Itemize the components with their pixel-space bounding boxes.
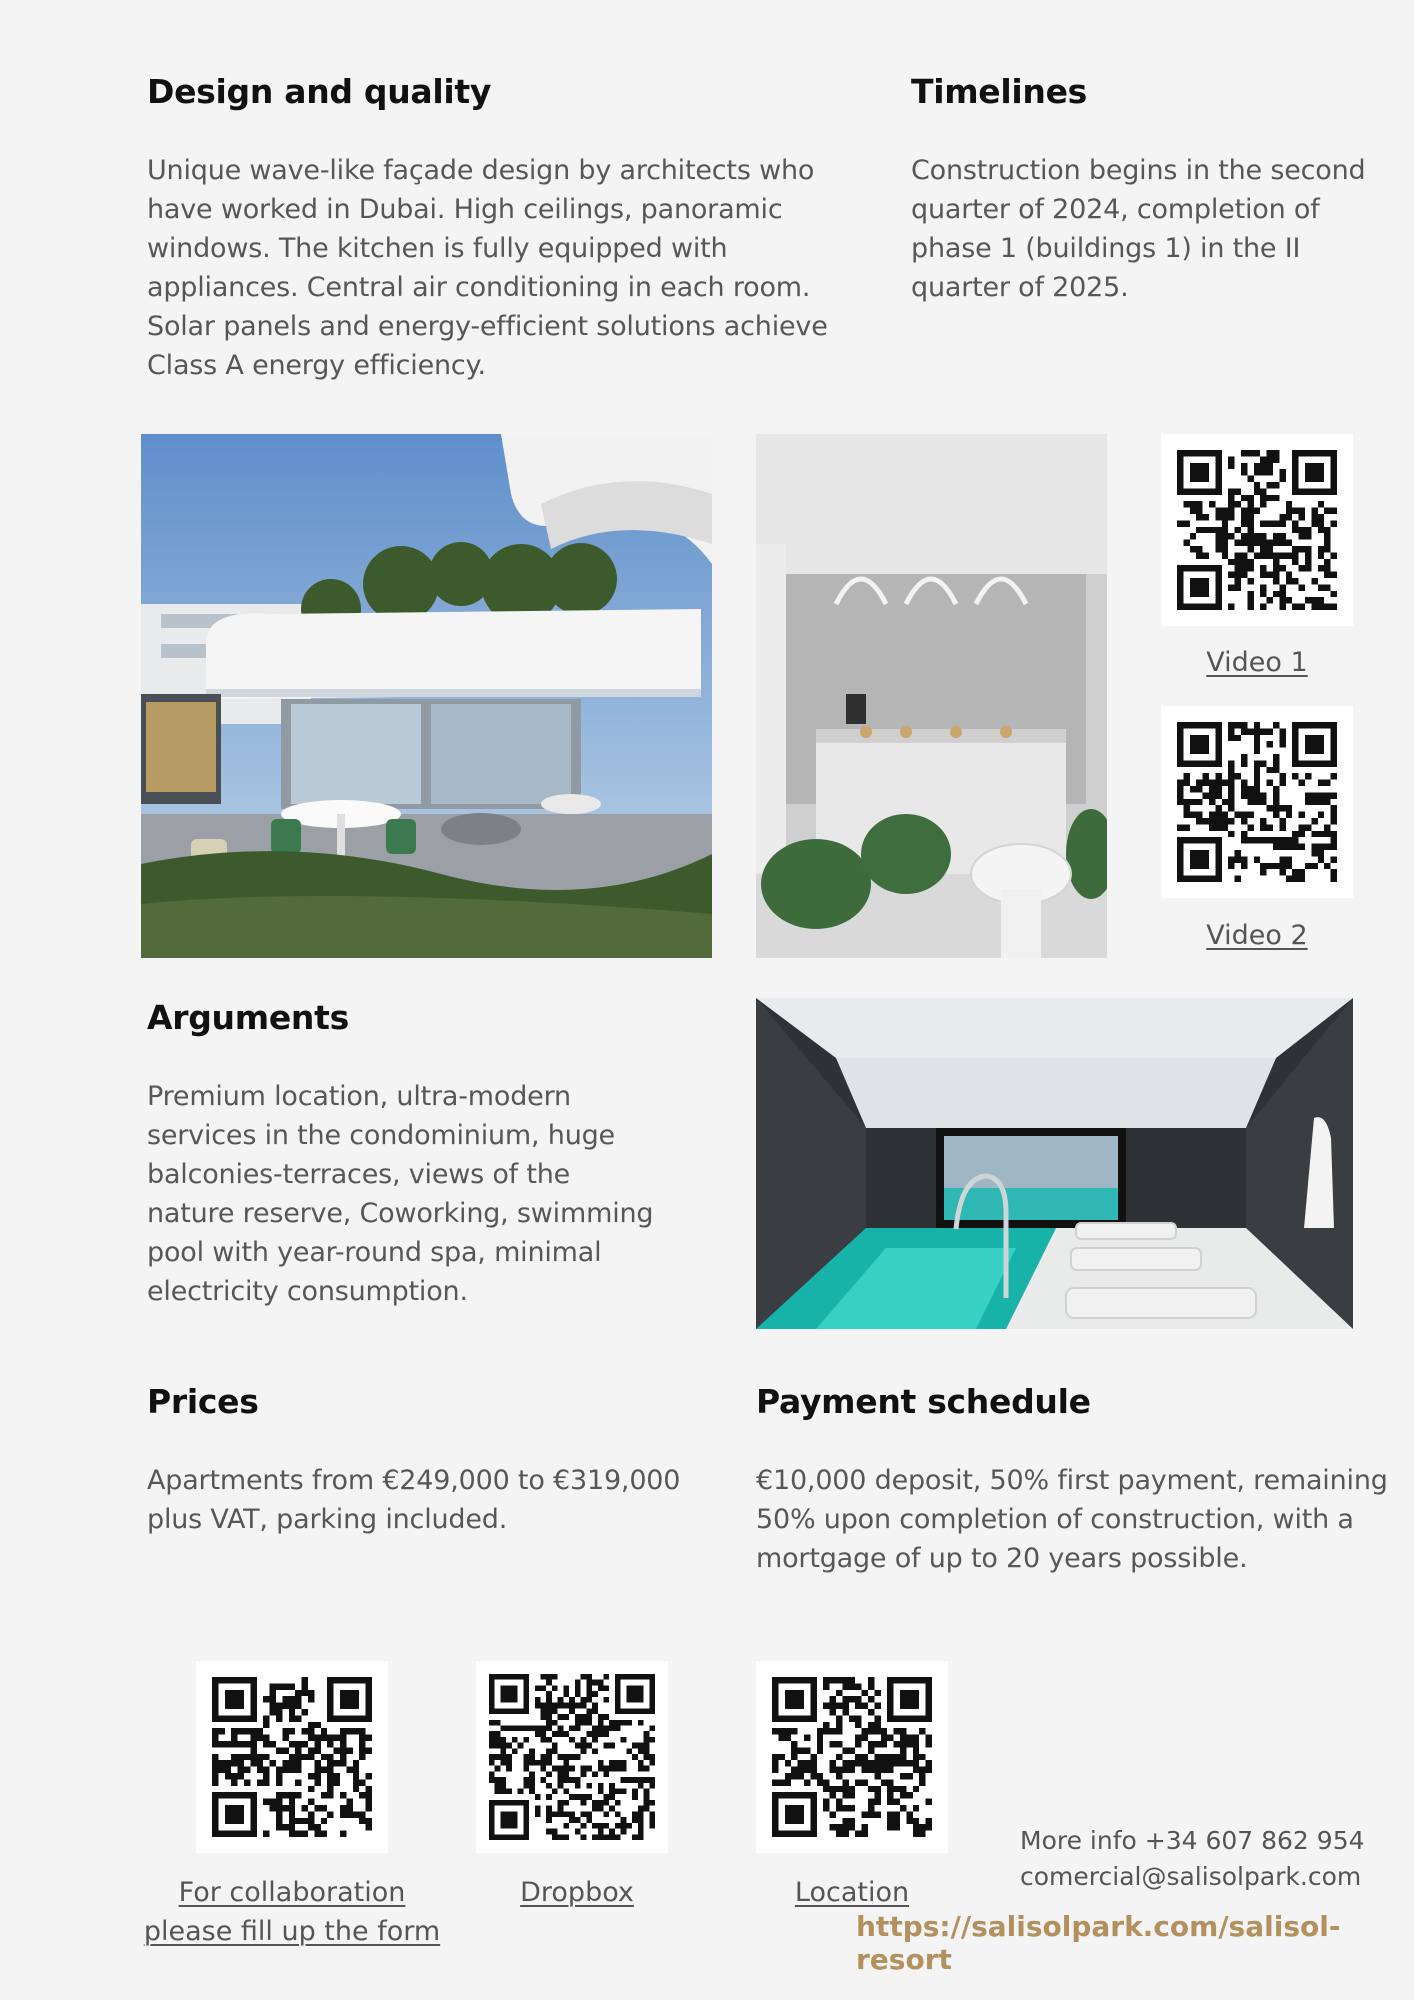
contact-info [1020, 1823, 1365, 1895]
video1-qr-code[interactable] [1161, 434, 1353, 626]
terrace-photo [141, 434, 712, 958]
website-link[interactable]: https://salisolpark.com/salisol-resort [856, 1910, 1341, 1976]
contact-phone: More info +34 607 862 954 [1020, 1826, 1365, 1855]
timelines-text: Construction begins in the second quarter of 2024, completion of phase 1 (buildings 1) in the II quarter of 2025. [911, 155, 1366, 303]
timelines-heading: Timelines [911, 72, 1088, 111]
payment-schedule-heading: Payment schedule [756, 1382, 1091, 1421]
prices-text: Apartments from €249,000 to €319,000 plus VAT, parking included. [147, 1465, 681, 1535]
prices-heading: Prices [147, 1382, 259, 1421]
design-quality-heading: Design and quality [147, 72, 492, 111]
dropbox-qr-code[interactable] [476, 1661, 668, 1853]
arguments-heading: Arguments [147, 998, 349, 1037]
video1-link[interactable]: Video 1 [1206, 647, 1308, 678]
contact-email[interactable]: comercial@salisolpark.com [1020, 1862, 1362, 1891]
video2-link[interactable]: Video 2 [1206, 920, 1308, 951]
dropbox-link[interactable]: Dropbox [520, 1877, 634, 1908]
design-quality-text: Unique wave-like façade design by architects who have worked in Dubai. High ceilings, panoramic windows. The kitchen is fully equipped with appliances. Central air conditioning in each room. Solar panels and energy-efficient solutions achieve Class A energy efficiency. [147, 155, 828, 381]
spa-pool-photo [756, 998, 1353, 1329]
payment-schedule-text: €10,000 deposit, 50% first payment, remaining 50% upon completion of construction, with a mortgage of up to 20 years possible. [756, 1465, 1388, 1574]
coworking-photo [756, 434, 1107, 958]
arguments-text: Premium location, ultra-modern services in the condominium, huge balconies-terraces, views of the nature reserve, Coworking, swimming pool with year-round spa, minimal electricity consumption. [147, 1081, 654, 1307]
video2-qr-code[interactable] [1161, 706, 1353, 898]
form-qr-code[interactable] [196, 1661, 388, 1853]
location-qr-code[interactable] [756, 1661, 948, 1853]
collaboration-form-link[interactable]: For collaboration please fill up the form [143, 1877, 441, 1947]
location-link[interactable]: Location [794, 1877, 910, 1908]
